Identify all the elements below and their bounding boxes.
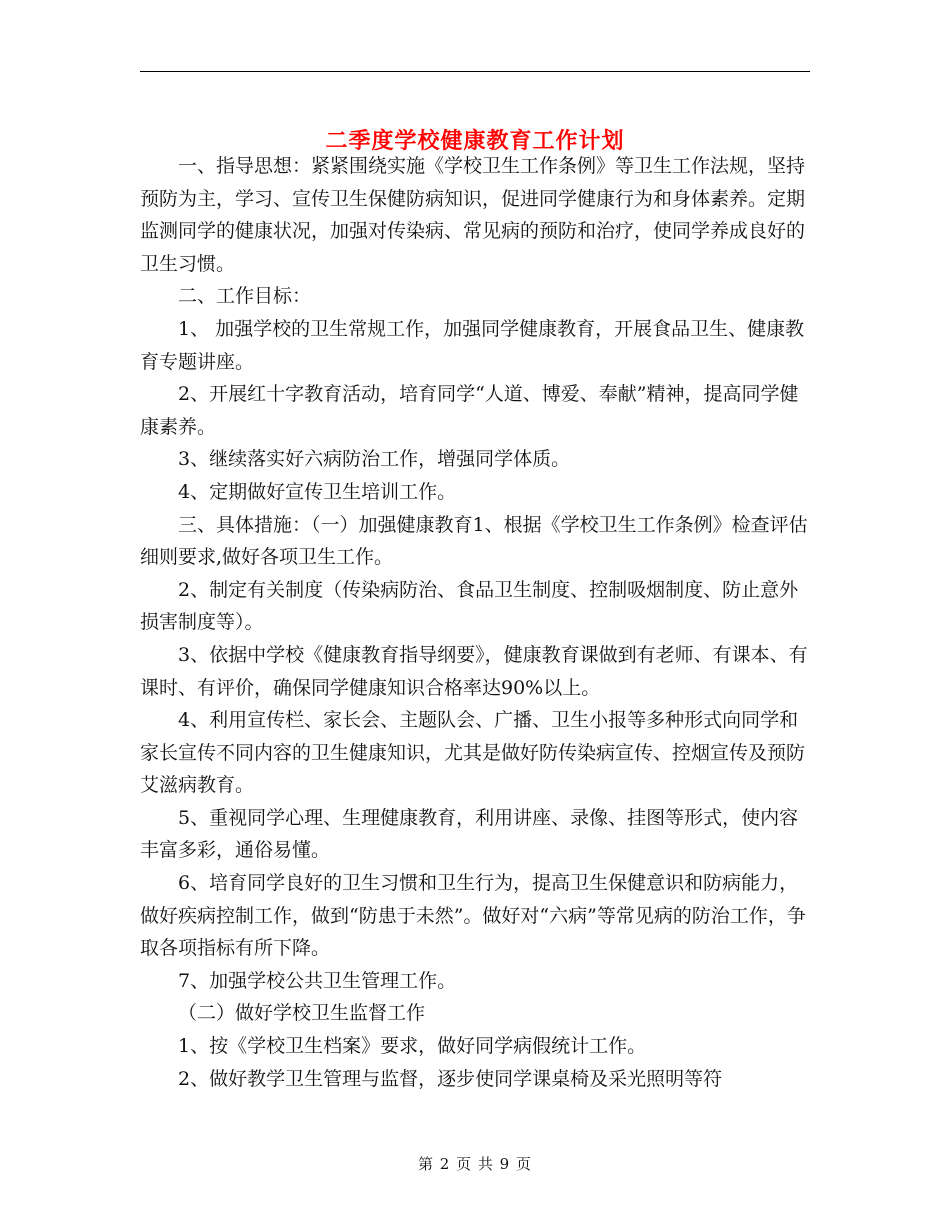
paragraph-measure-4: 4、利用宣传栏、家长会、主题队会、广播、卫生小报等多种形式向同学和家长宣传不同内容的卫生健康知识，尤其是做好防传染病宣传、控烟宣传及预防艾滋病教育。	[140, 709, 806, 797]
document-body	[140, 150, 812, 1095]
paragraph-supervision-1: 1、按《学校卫生档案》要求，做好同学病假统计工作。	[178, 1035, 647, 1058]
paragraph-measure-3: 3、依据中学校《健康教育指导纲要》，健康教育课做到有老师、有课本、有课时、有评价，确保同学健康知识合格率达90%以上。	[140, 643, 808, 699]
paragraph-goal-4: 4、定期做好宣传卫生培训工作。	[178, 480, 457, 503]
paragraph-measure-2: 2、制定有关制度（传染病防治、食品卫生制度、控制吸烟制度、防止意外损害制度等）。	[140, 578, 799, 634]
paragraph-goals-heading: 二、工作目标：	[178, 285, 312, 308]
paragraph-measure-7: 7、加强学校公共卫生管理工作。	[178, 969, 457, 992]
paragraph-goal-3: 3、继续落实好六病防治工作，增强同学体质。	[178, 448, 571, 471]
paragraph-measures-1: 三、具体措施：（一）加强健康教育1、根据《学校卫生工作条例》检查评估细则要求,做好各项卫生工作。	[140, 513, 808, 569]
paragraph-measure-6: 6、培育同学良好的卫生习惯和卫生行为，提高卫生保健意识和防病能力，做好疾病控制工作，做到“防患于未然”。做好对“六病”等常见病的防治工作，争取各项指标有所下降。	[140, 872, 806, 960]
paragraph-guiding-ideology: 一、指导思想：紧紧围绕实施《学校卫生工作条例》等卫生工作法规，坚持预防为主，学习、宣传卫生保健防病知识，促进同学健康行为和身体素养。定期监测同学的健康状况，加强对传染病、常见病的预防和治疗，使同学养成良好的卫生习惯。	[140, 155, 806, 275]
paragraph-measure-5: 5、重视同学心理、生理健康教育，利用讲座、录像、挂图等形式，使内容丰富多彩，通俗易懂。	[140, 806, 799, 862]
paragraph-supervision-2: 2、做好教学卫生管理与监督，逐步使同学课桌椅及采光照明等符	[178, 1067, 723, 1090]
page-number: 第 2 页 共 9 页	[418, 1155, 532, 1173]
header-rule	[140, 71, 810, 72]
document-title: 二季度学校健康教育工作计划	[325, 127, 625, 154]
paragraph-supervision-heading: （二）做好学校卫生监督工作	[178, 1002, 426, 1025]
paragraph-goal-2: 2、开展红十字教育活动，培育同学“人道、博爱、奉献”精神，提高同学健康素养。	[140, 383, 799, 438]
paragraph-goal-1: 1、 加强学校的卫生常规工作，加强同学健康教育，开展食品卫生、健康教育专题讲座。	[140, 317, 805, 373]
